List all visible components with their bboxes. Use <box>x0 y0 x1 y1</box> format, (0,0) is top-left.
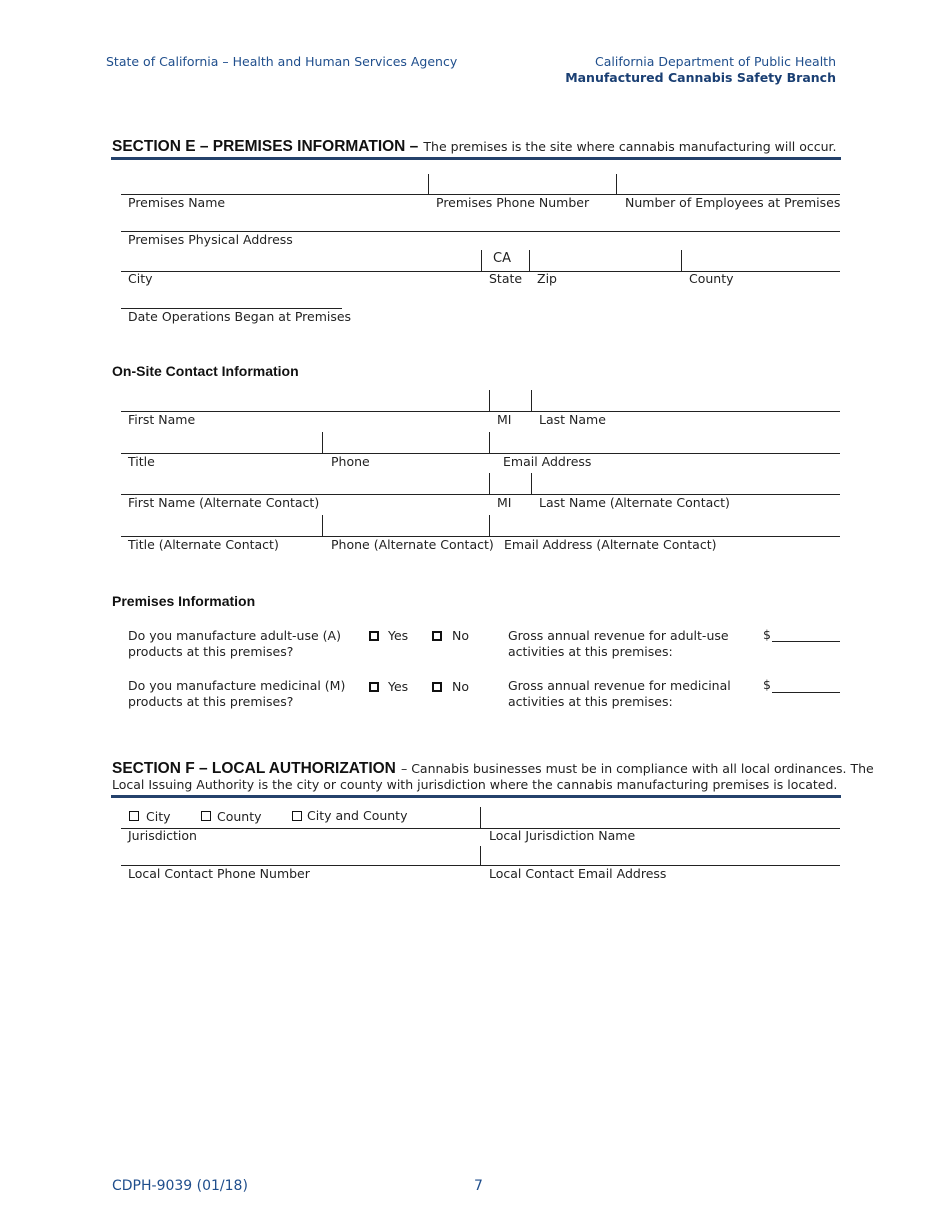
jurisdiction-name-label: Local Jurisdiction Name <box>489 828 636 843</box>
phone-label: Phone <box>331 454 370 469</box>
city-and-county-option-label: City and County <box>307 808 408 823</box>
premises-phone-label: Premises Phone Number <box>436 195 590 210</box>
alt-mi-label: MI <box>497 495 512 510</box>
medicinal-no-label: No <box>452 679 469 694</box>
physical-address-label: Premises Physical Address <box>128 232 293 247</box>
county-checkbox[interactable] <box>201 811 211 821</box>
city-label: City <box>128 271 153 286</box>
city-option-label: City <box>146 809 171 824</box>
local-contact-email-label: Local Contact Email Address <box>489 866 667 881</box>
adult-use-question-line2: products at this premises? <box>128 644 294 659</box>
divider <box>322 515 323 536</box>
city-and-county-checkbox[interactable] <box>292 811 302 821</box>
branch-name: Manufactured Cannabis Safety Branch <box>565 70 836 85</box>
city-checkbox[interactable] <box>129 811 139 821</box>
adult-use-question <box>128 628 341 660</box>
mi-label: MI <box>497 412 512 427</box>
section-e-heading <box>112 136 837 156</box>
section-e-title: SECTION E – PREMISES INFORMATION – <box>112 138 419 155</box>
section-e-rule <box>111 157 841 160</box>
adult-use-no-checkbox[interactable] <box>432 631 442 641</box>
adult-use-revenue-line2: activities at this premises: <box>508 644 673 659</box>
medicinal-question-line2: products at this premises? <box>128 694 294 709</box>
title-label: Title <box>128 454 155 469</box>
section-f-title: SECTION F – LOCAL AUTHORIZATION <box>112 760 396 777</box>
medicinal-yes-label: Yes <box>388 679 409 694</box>
medicinal-question <box>128 678 345 710</box>
zip-label: Zip <box>537 271 557 286</box>
alt-title-label: Title (Alternate Contact) <box>128 537 279 552</box>
divider <box>428 174 429 194</box>
medicinal-revenue-input[interactable] <box>772 692 840 693</box>
medicinal-no-checkbox[interactable] <box>432 682 442 692</box>
divider <box>480 846 481 865</box>
jurisdiction-label: Jurisdiction <box>128 828 197 843</box>
divider <box>322 432 323 453</box>
jurisdiction-line[interactable] <box>121 828 840 829</box>
divider <box>489 432 490 453</box>
medicinal-currency: $ <box>763 677 771 692</box>
adult-use-revenue-label <box>508 628 729 660</box>
onsite-contact-heading: On-Site Contact Information <box>112 363 299 379</box>
form-id: CDPH-9039 (01/18) <box>112 1178 248 1194</box>
state-label: State <box>489 271 523 286</box>
num-employees-label: Number of Employees at Premises <box>625 195 841 210</box>
first-name-line[interactable] <box>121 411 840 412</box>
adult-use-yes-checkbox[interactable] <box>369 631 379 641</box>
adult-use-currency: $ <box>763 627 771 642</box>
section-f-description-line1: – Cannabis businesses must be in compliance with all local ordinances. The <box>400 761 874 776</box>
page-number: 7 <box>474 1178 483 1194</box>
county-option-label: County <box>217 809 262 824</box>
premises-info-heading: Premises Information <box>112 593 256 609</box>
department-name: California Department of Public Health <box>595 54 836 69</box>
divider <box>529 250 530 271</box>
email-label: Email Address <box>503 454 592 469</box>
medicinal-question-line1: Do you manufacture medicinal (M) <box>128 678 346 693</box>
section-f-rule <box>111 795 841 798</box>
alt-last-name-label: Last Name (Alternate Contact) <box>539 495 730 510</box>
medicinal-revenue-label <box>508 678 731 710</box>
divider <box>481 250 482 271</box>
alt-first-name-label: First Name (Alternate Contact) <box>128 495 320 510</box>
medicinal-yes-checkbox[interactable] <box>369 682 379 692</box>
county-label: County <box>689 271 734 286</box>
adult-use-no-label: No <box>452 628 469 643</box>
last-name-label: Last Name <box>539 412 606 427</box>
divider <box>489 515 490 536</box>
divider <box>531 473 532 494</box>
section-e-description: The premises is the site where cannabis manufacturing will occur. <box>423 139 837 154</box>
date-began-label: Date Operations Began at Premises <box>128 309 352 324</box>
section-f-description-line2: Local Issuing Authority is the city or county with jurisdiction where the cannabis manufacturing premises is located. <box>112 777 838 792</box>
alt-phone-label: Phone (Alternate Contact) <box>331 537 494 552</box>
local-contact-phone-label: Local Contact Phone Number <box>128 866 310 881</box>
first-name-label: First Name <box>128 412 196 427</box>
adult-use-question-line1: Do you manufacture adult-use (A) <box>128 628 341 643</box>
medicinal-revenue-line2: activities at this premises: <box>508 694 673 709</box>
adult-use-yes-label: Yes <box>388 628 409 643</box>
medicinal-revenue-line1: Gross annual revenue for medicinal <box>508 678 731 693</box>
section-f-heading <box>112 758 874 778</box>
state-value[interactable]: CA <box>493 251 511 266</box>
divider <box>531 390 532 411</box>
divider <box>616 174 617 194</box>
alt-email-label: Email Address (Alternate Contact) <box>504 537 717 552</box>
divider <box>489 473 490 494</box>
premises-name-label: Premises Name <box>128 195 226 210</box>
divider <box>480 807 481 828</box>
adult-use-revenue-line1: Gross annual revenue for adult-use <box>508 628 729 643</box>
agency-name: State of California – Health and Human Services Agency <box>106 54 458 69</box>
adult-use-revenue-input[interactable] <box>772 641 840 642</box>
title-line[interactable] <box>121 453 840 454</box>
divider <box>489 390 490 411</box>
divider <box>681 250 682 271</box>
